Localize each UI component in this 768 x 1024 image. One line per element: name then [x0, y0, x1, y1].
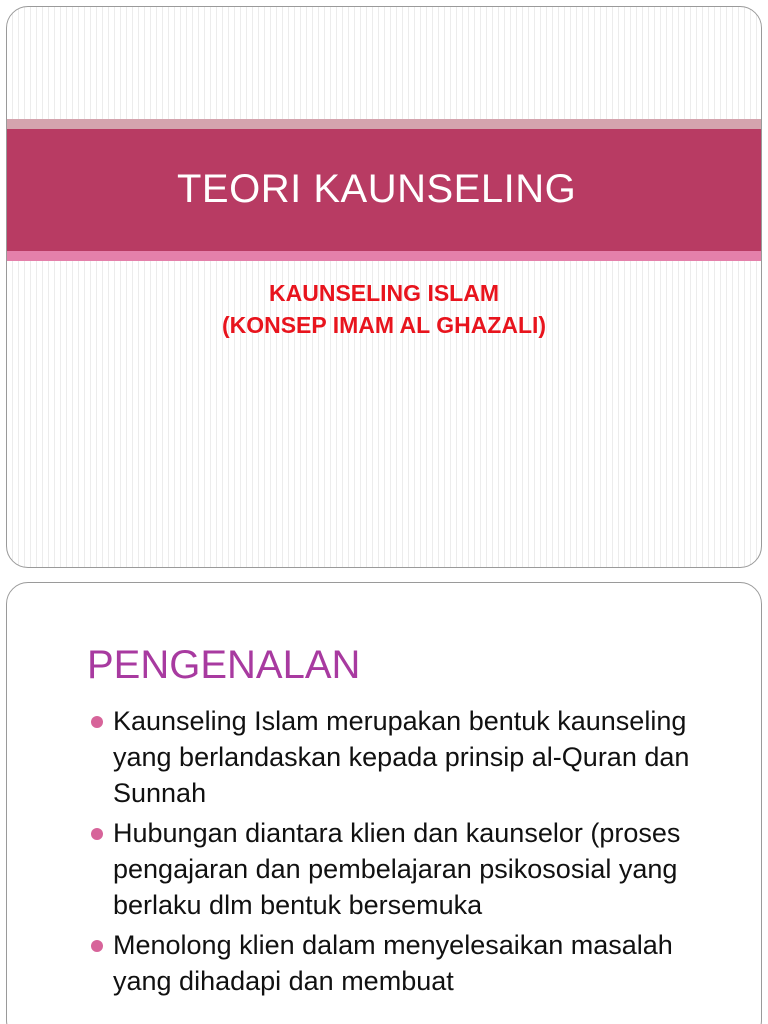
section-heading: PENGENALAN — [87, 643, 361, 687]
bullet-text: Hubungan diantara klien dan kaunselor (proses pengajaran dan pembelajaran psikososial yang berlaku dlm bentuk bersemuka — [113, 818, 681, 920]
title-band-bottom-accent — [7, 251, 761, 261]
slide-subtitle — [7, 277, 761, 341]
bullet-dot-icon — [91, 828, 103, 840]
bullet-dot-icon — [91, 716, 103, 728]
subtitle-line-2: (KONSEP IMAM AL GHAZALI) — [221, 312, 547, 338]
bullet-text: Kaunseling Islam merupakan bentuk kaunseling yang berlandaskan kepada prinsip al-Quran dan Sunnah — [113, 706, 690, 808]
bullet-item — [87, 703, 737, 811]
title-slide — [6, 6, 762, 568]
bullet-item — [87, 927, 737, 999]
title-band-top-accent — [7, 119, 761, 129]
bullet-text: Menolong klien dalam menyelesaikan masalah yang dihadapi dan membuat — [113, 930, 673, 996]
bullet-item — [87, 815, 737, 923]
content-slide — [6, 582, 762, 1024]
subtitle-line-1: KAUNSELING ISLAM — [269, 280, 499, 306]
slide-title: TEORI KAUNSELING — [177, 167, 577, 211]
bullet-dot-icon — [91, 940, 103, 952]
bullet-list — [87, 703, 737, 1003]
